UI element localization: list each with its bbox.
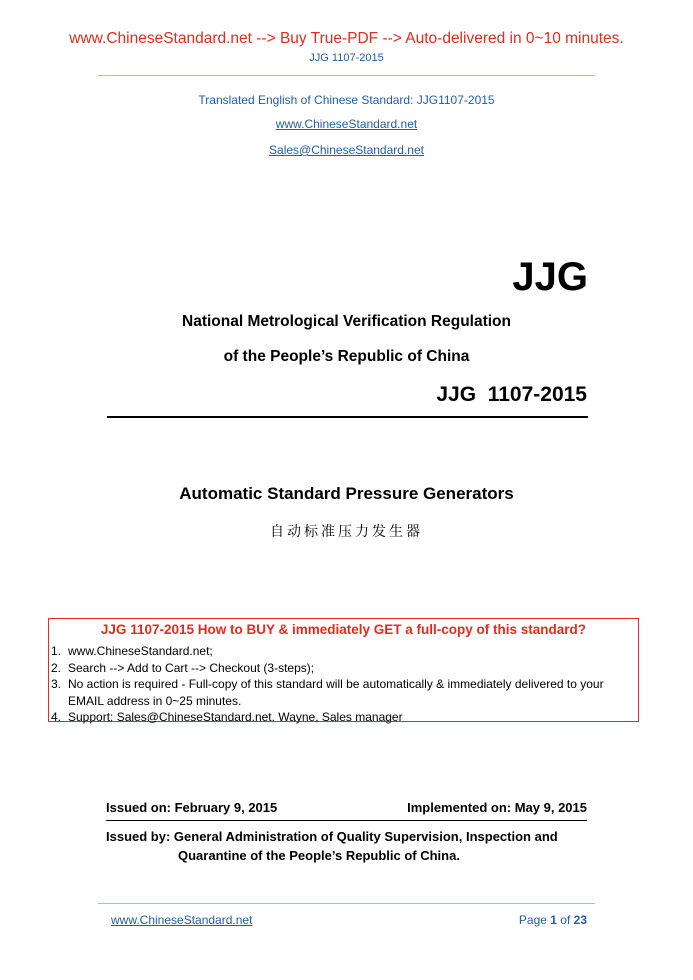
- footer-divider: [98, 903, 595, 904]
- series-mark: JJG: [512, 255, 588, 299]
- regulation-title-line1: National Metrological Verification Regulation: [182, 313, 511, 330]
- list-item-text: Search --> Add to Cart --> Checkout (3-steps);: [68, 660, 315, 675]
- list-item: [51, 676, 634, 709]
- list-item-number: 2.: [51, 660, 62, 675]
- document-title-cn: 自动标准压力发生器: [270, 524, 423, 540]
- list-item-number: 1.: [51, 644, 62, 658]
- footer-website-link[interactable]: www.ChineseStandard.net: [111, 913, 253, 927]
- document-title-en: Automatic Standard Pressure Generators: [179, 484, 514, 503]
- issued-on-date: Issued on: February 9, 2015: [106, 800, 278, 815]
- list-item-text: No action is required - Full-copy of this standard will be automatically & immediately delivered to your EMAIL address in 0~25 minutes.: [68, 677, 604, 708]
- regulation-title-line2: of the People’s Republic of China: [223, 348, 470, 365]
- implemented-on-date: Implemented on: May 9, 2015: [407, 800, 587, 815]
- header-divider: [98, 75, 595, 76]
- standard-number: JJG 1107-2015: [436, 383, 587, 406]
- page-prefix: Page: [518, 913, 551, 927]
- list-item: [51, 643, 634, 660]
- website-link[interactable]: www.ChineseStandard.net: [275, 117, 418, 131]
- page-total: 23: [573, 913, 587, 927]
- issued-by-line2: Quarantine of the People’s Republic of China.: [178, 848, 460, 863]
- translation-note: Translated English of Chinese Standard: JJG1107-2015: [198, 93, 495, 107]
- buy-heading: JJG 1107-2015 How to BUY & immediately GET a full-copy of this standard?: [100, 622, 587, 637]
- list-item-number: 3.: [51, 677, 62, 691]
- issue-divider: [106, 820, 587, 821]
- title-divider: [107, 416, 588, 418]
- issued-by: [106, 827, 590, 865]
- list-item-text: Support: Sales@ChineseStandard.net. Wayne, Sales manager: [68, 710, 403, 724]
- header-code: JJG 1107-2015: [309, 52, 384, 64]
- issued-by-line1: Issued by: General Administration of Quality Supervision, Inspection and: [106, 829, 558, 844]
- buy-steps-list: [51, 643, 634, 726]
- page-separator: of: [556, 913, 574, 927]
- top-banner[interactable]: www.ChineseStandard.net --> Buy True-PDF --> Auto-delivered in 0~10 minutes.: [69, 30, 624, 47]
- list-item-number: 4.: [51, 710, 62, 724]
- list-item: [51, 709, 634, 726]
- page-indicator: [519, 913, 587, 927]
- list-item-text[interactable]: www.ChineseStandard.net;: [68, 644, 213, 658]
- list-item: [51, 660, 634, 677]
- page-current: 1: [550, 913, 557, 927]
- email-link[interactable]: Sales@ChineseStandard.net: [269, 143, 424, 157]
- buy-info-box: [48, 618, 639, 722]
